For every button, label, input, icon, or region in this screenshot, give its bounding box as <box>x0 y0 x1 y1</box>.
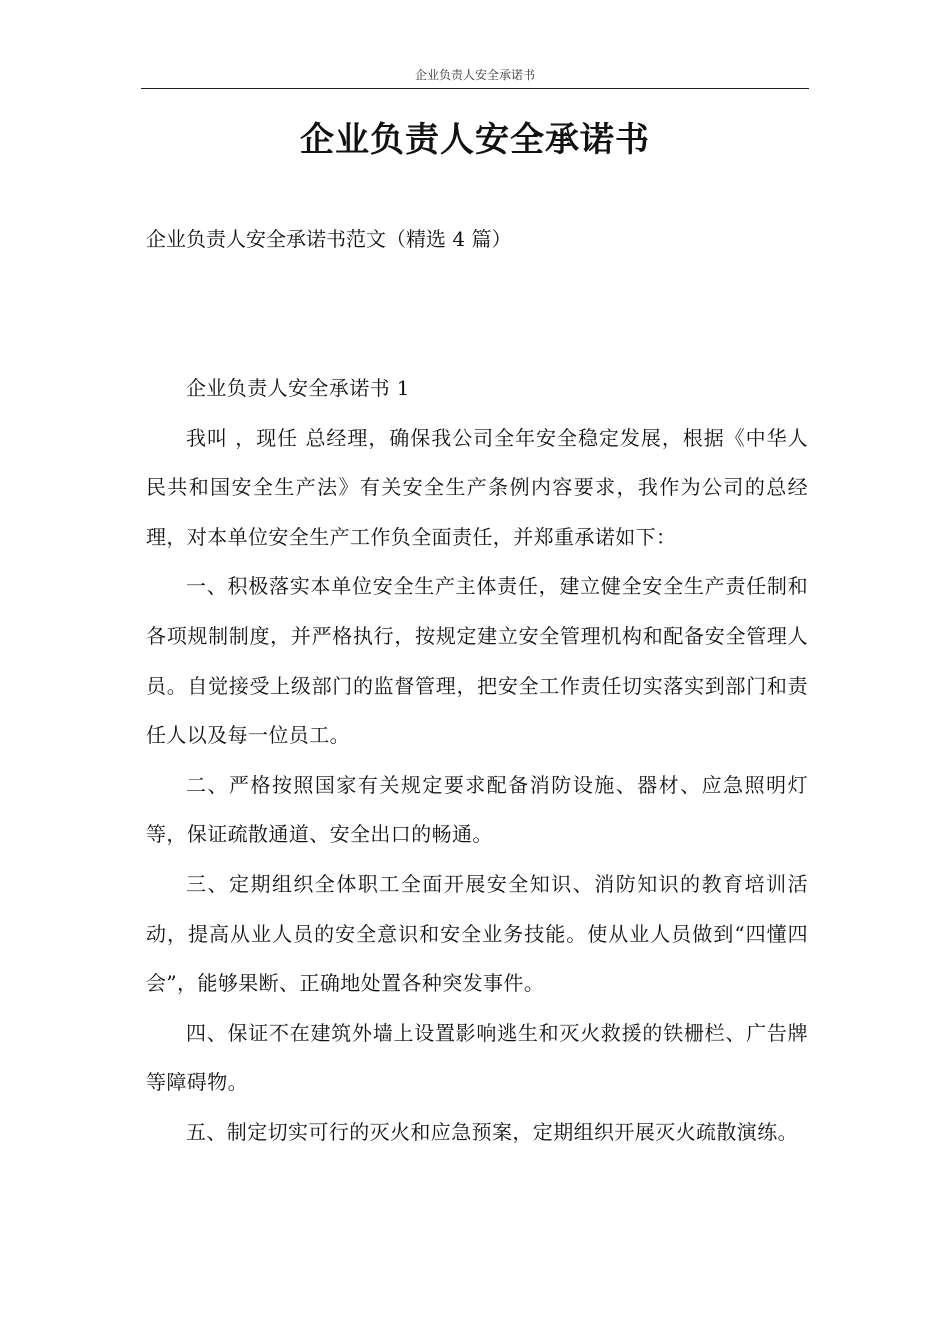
paragraph-intro: 我叫 ，现任 总经理，确保我公司全年安全稳定发展，根据《中华人民共和国安全生产法》有关安全生产条例内容要求，我作为公司的总经理，对本单位安全生产工作负全面责任，并郑重承诺如下： <box>146 425 808 549</box>
document-subtitle: 企业负责人安全承诺书范文（精选 4 篇） <box>146 227 512 251</box>
paragraph-item-5: 五、制定切实可行的灭火和应急预案，定期组织开展灭火疏散演练。 <box>186 1119 798 1144</box>
paragraph-item-3: 三、定期组织全体职工全面开展安全知识、消防知识的教育培训活动，提高从业人员的安全意识和安全业务技能。使从业人员做到“四懂四会”，能够果断、正确地处置各种突发事件。 <box>146 871 808 996</box>
running-header-title: 企业负责人安全承诺书 <box>414 68 535 82</box>
paragraph-item-4: 四、保证不在建筑外墙上设置影响逃生和灭火救援的铁栅栏、广告牌等障碍物。 <box>146 1020 808 1095</box>
paragraph-item-1: 一、积极落实本单位安全生产主体责任，建立健全安全生产责任制和各项规制制度，并严格执行，按规定建立安全管理机构和配备安全管理人员。自觉接受上级部门的监督管理，把安全工作责任切实落实到部门和责任人以及每一位员工。 <box>146 574 808 748</box>
running-header <box>141 64 809 89</box>
document-body <box>146 364 808 1158</box>
section-heading: 企业负责人安全承诺书 1 <box>186 376 410 400</box>
paragraph-item-2: 二、严格按照国家有关规定要求配备消防设施、器材、应急照明灯等，保证疏散通道、安全出口的畅通。 <box>146 772 808 847</box>
document-title: 企业负责人安全承诺书 <box>300 120 650 160</box>
